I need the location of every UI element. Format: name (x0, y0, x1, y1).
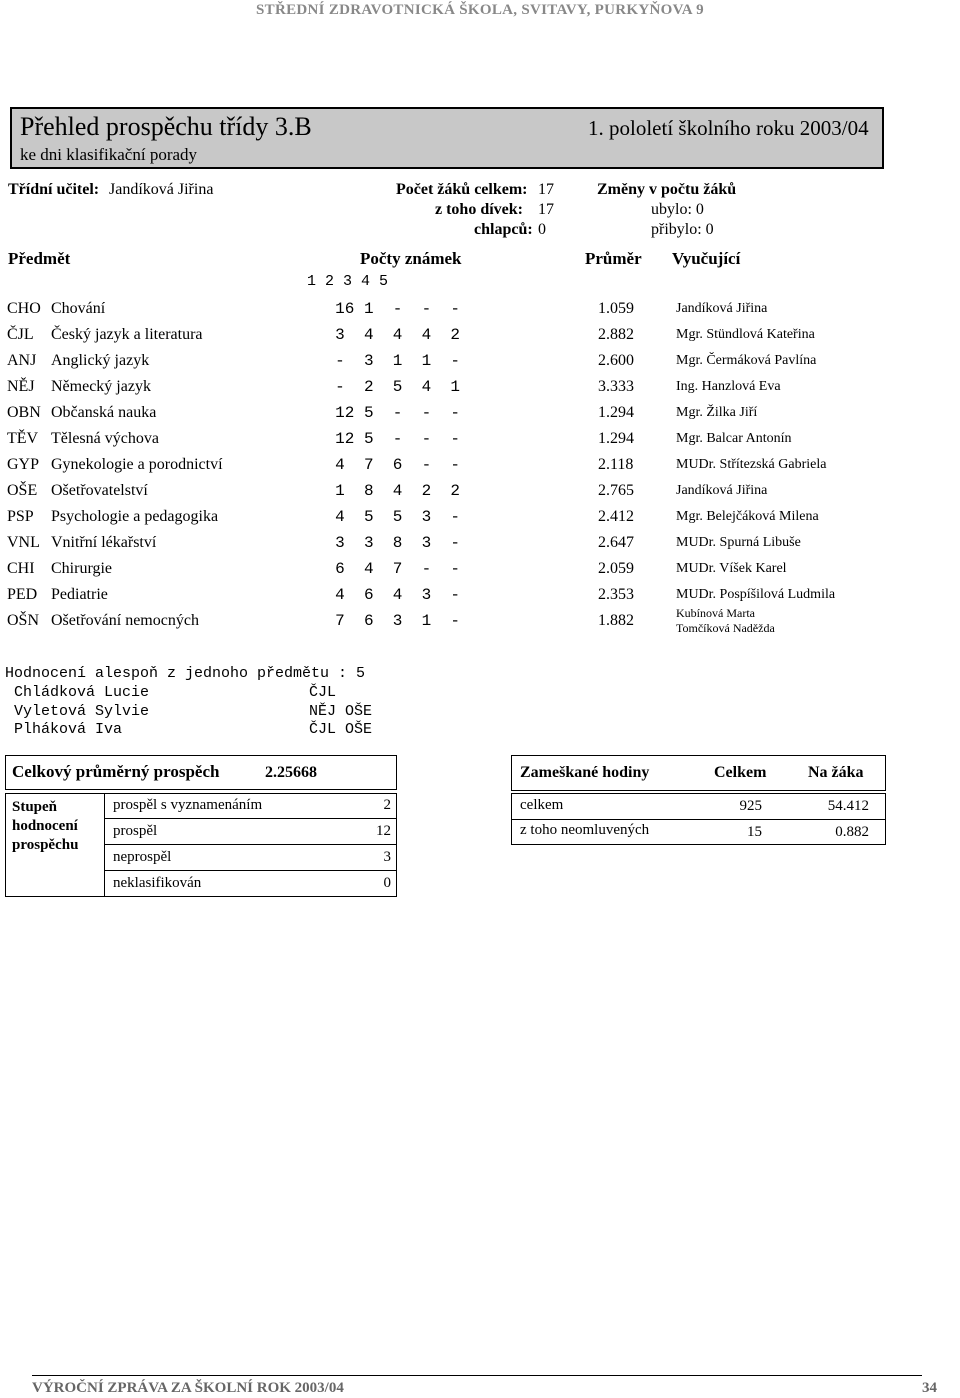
boys-label: chlapců: (474, 221, 533, 238)
school-header: STŘEDNÍ ZDRAVOTNICKÁ ŠKOLA, SVITAVY, PURKYŇOVA 9 (256, 2, 704, 18)
subject-teacher: Mgr. Čermáková Pavlína (676, 353, 817, 368)
subject-average: 1.882 (598, 612, 634, 629)
subject-code: NĚJ (7, 378, 35, 395)
subject-name: Pediatrie (51, 586, 108, 603)
absence-row-per-student: 54.412 (827, 798, 869, 814)
subject-average: 1.059 (598, 300, 634, 317)
page-subtitle: ke dni klasifikační porady (20, 145, 198, 164)
subject-average: 2.647 (598, 534, 634, 551)
subject-teacher: Kubínová Marta (676, 606, 755, 620)
counts-column-header: Počty známek (360, 249, 462, 268)
total-students-value: 17 (538, 181, 554, 198)
subject-teacher: Jandíková Jiřina (676, 483, 768, 498)
absence-header-per-student: Na žáka (808, 764, 864, 781)
failing-student-name: Vyletová Sylvie (14, 703, 150, 720)
subject-teacher: Mgr. Stündlová Kateřina (676, 327, 815, 342)
subject-code: VNL (7, 534, 40, 551)
failing-student-subjects: NĚJ OŠE (309, 703, 373, 720)
grade-counts: 12 5 - - - (335, 404, 460, 422)
levels-rule (104, 818, 397, 819)
subject-name: Psychologie a pedagogika (51, 508, 219, 525)
level-name: neprospěl (113, 849, 172, 865)
absence-row-per-student: 0.882 (835, 824, 869, 840)
grade-counts: 4 7 6 - - (335, 456, 460, 474)
subject-code: GYP (7, 456, 40, 473)
subject-code: ČJL (7, 326, 34, 343)
absence-row-total: 15 (747, 824, 762, 840)
subject-teacher: Tomčíková Naděžda (676, 621, 775, 635)
level-count: 12 (376, 823, 391, 839)
subject-name: Občanská nauka (51, 404, 157, 421)
subject-average: 2.353 (598, 586, 634, 603)
subject-teacher: Mgr. Belejčáková Milena (676, 509, 819, 524)
subject-name: Ošetřovatelství (51, 482, 148, 499)
subject-code: PSP (7, 508, 34, 525)
page-number: 34 (922, 1380, 937, 1396)
subject-average: 3.333 (598, 378, 634, 395)
subject-name: Chirurgie (51, 560, 113, 577)
grades-scale: 1 2 3 4 5 (307, 273, 389, 290)
girls-label: z toho dívek: (435, 201, 523, 218)
failing-student-name: Plháková Iva (14, 721, 123, 738)
subject-code: OŠE (7, 482, 38, 499)
absence-row-label: z toho neomluvených (520, 822, 650, 838)
absence-row-total: 925 (739, 798, 762, 814)
decreased-value: ubylo: 0 (651, 201, 704, 218)
levels-rule (104, 870, 397, 871)
overall-average-label: Celkový průměrný prospěch (12, 762, 220, 781)
subject-name: Anglický jazyk (51, 352, 150, 369)
average-column-header: Průměr (585, 249, 642, 268)
subject-average: 1.294 (598, 404, 634, 421)
grade-counts: 3 4 4 4 2 (335, 326, 460, 344)
subject-code: PED (7, 586, 38, 603)
class-teacher-name: Jandíková Jiřina (109, 181, 214, 198)
levels-label: Stupeň (12, 799, 58, 815)
increased-value: přibylo: 0 (651, 221, 714, 238)
subject-average: 1.294 (598, 430, 634, 447)
level-name: neklasifikován (113, 875, 202, 891)
subject-name: Chování (51, 300, 106, 317)
teacher-column-header: Vyučující (672, 249, 741, 268)
subject-average: 2.412 (598, 508, 634, 525)
subject-code: CHO (7, 300, 41, 317)
semester-label: 1. pololetí školního roku 2003/04 (588, 116, 869, 140)
failing-heading: Hodnocení alespoň z jednoho předmětu : 5 (5, 665, 366, 682)
absence-rule (511, 819, 886, 820)
absence-row-label: celkem (520, 797, 564, 813)
grade-counts: 4 5 5 3 - (335, 508, 460, 526)
levels-label: prospěchu (12, 837, 79, 853)
level-count: 2 (383, 797, 391, 813)
levels-divider (104, 793, 105, 897)
changes-label: Změny v počtu žáků (597, 181, 737, 198)
subject-teacher: Ing. Hanzlová Eva (676, 379, 781, 394)
level-count: 3 (383, 849, 391, 865)
subject-teacher: Mgr. Žilka Jiří (676, 405, 758, 420)
subject-teacher: MUDr. Střítezská Gabriela (676, 457, 827, 472)
subject-name: Tělesná výchova (51, 430, 159, 447)
overall-average-value: 2.25668 (265, 764, 317, 781)
subject-name: Český jazyk a literatura (51, 326, 203, 343)
girls-value: 17 (538, 201, 554, 218)
subject-teacher: Mgr. Balcar Antonín (676, 431, 792, 446)
subject-name: Německý jazyk (51, 378, 151, 395)
subject-teacher: MUDr. Víšek Karel (676, 561, 787, 576)
level-name: prospěl (113, 823, 158, 839)
grade-counts: 16 1 - - - (335, 300, 460, 318)
subject-average: 2.118 (598, 456, 634, 473)
grade-counts: 12 5 - - - (335, 430, 460, 448)
class-teacher-label: Třídní učitel: (8, 181, 100, 198)
subject-name: Ošetřování nemocných (51, 612, 199, 629)
failing-student-subjects: ČJL OŠE (309, 721, 373, 738)
failing-student-name: Chládková Lucie (14, 684, 150, 701)
subject-average: 2.600 (598, 352, 634, 369)
grade-counts: 3 3 8 3 - (335, 534, 460, 552)
subject-code: OBN (7, 404, 41, 421)
grade-counts: 1 8 4 2 2 (335, 482, 460, 500)
subject-average: 2.765 (598, 482, 634, 499)
levels-label: hodnocení (12, 818, 78, 834)
subject-code: OŠN (7, 612, 40, 629)
footer-rule (32, 1375, 922, 1376)
subject-average: 2.059 (598, 560, 634, 577)
boys-value: 0 (538, 221, 546, 238)
level-count: 0 (383, 875, 391, 891)
absence-header-label: Zameškané hodiny (520, 764, 650, 781)
grade-counts: - 2 5 4 1 (335, 378, 460, 396)
subject-code: CHI (7, 560, 35, 577)
level-name: prospěl s vyznamenáním (113, 797, 263, 813)
subject-average: 2.882 (598, 326, 634, 343)
subject-teacher: Jandíková Jiřina (676, 301, 768, 316)
grade-counts: 7 6 3 1 - (335, 612, 460, 630)
subject-name: Gynekologie a porodnictví (51, 456, 223, 473)
subject-teacher: MUDr. Pospíšilová Ludmila (676, 587, 836, 602)
failing-student-subjects: ČJL (309, 684, 337, 701)
grade-counts: 4 6 4 3 - (335, 586, 460, 604)
page-title: Přehled prospěchu třídy 3.B (20, 112, 312, 141)
subject-code: ANJ (7, 352, 37, 369)
subject-name: Vnitřní lékařství (51, 534, 157, 551)
footer-text: VÝROČNÍ ZPRÁVA ZA ŠKOLNÍ ROK 2003/04 (32, 1380, 344, 1396)
grade-counts: 6 4 7 - - (335, 560, 460, 578)
total-students-label: Počet žáků celkem: (396, 181, 528, 198)
subject-column-header: Předmět (8, 249, 71, 268)
levels-rule (104, 844, 397, 845)
subject-code: TĚV (7, 430, 39, 447)
grade-counts: - 3 1 1 - (335, 352, 460, 370)
absence-header-total: Celkem (714, 764, 767, 781)
subject-teacher: MUDr. Spurná Libuše (676, 535, 801, 550)
